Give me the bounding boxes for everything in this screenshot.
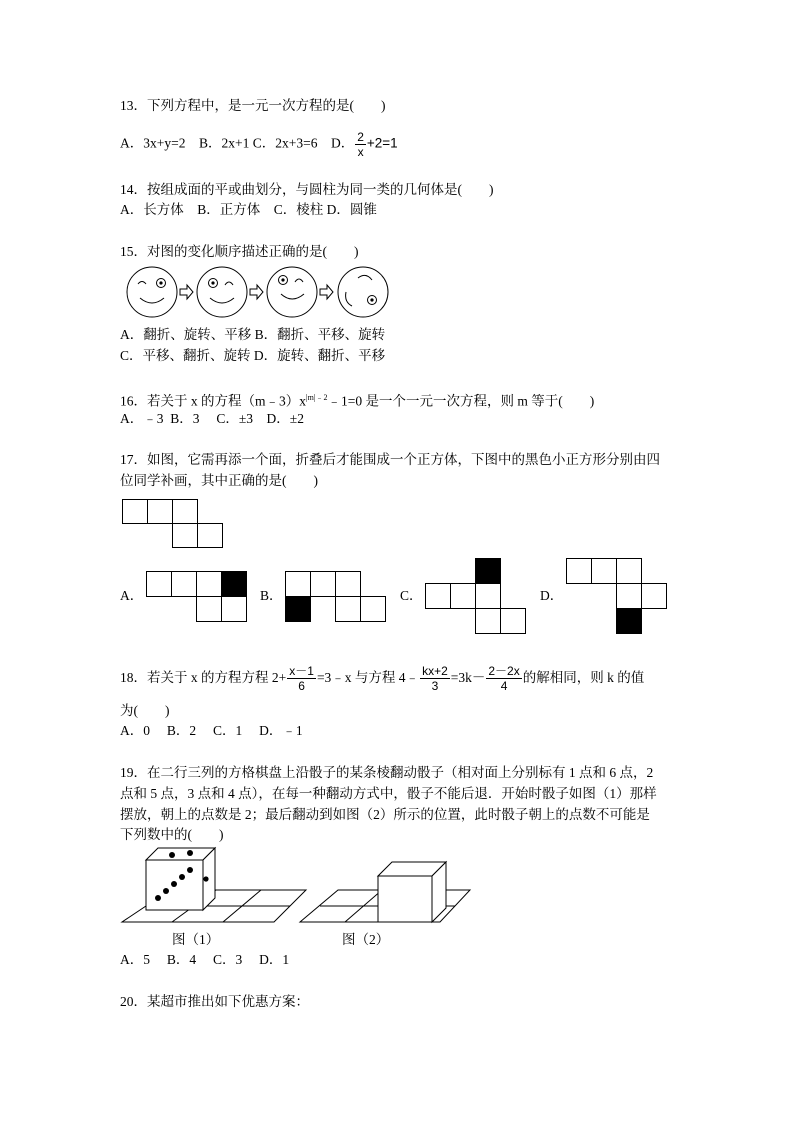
face-2 bbox=[197, 267, 247, 317]
q17-label-b: B． bbox=[260, 588, 283, 603]
q17-option-a-net bbox=[146, 571, 248, 623]
die-icon bbox=[378, 862, 446, 922]
face-4 bbox=[338, 267, 388, 317]
face-1 bbox=[127, 267, 177, 317]
q19-stem-line2: 点和 5 点，3 点和 4 点），在每一种翻动方式中，骰子不能后退．开始时骰子如图（1）那样 bbox=[120, 786, 657, 801]
q17-stem-line1: 17．如图，它需再添一个面，折叠后才能围成一个正方体，下图中的黑色小正方形分别由四 bbox=[120, 452, 660, 467]
q18-fraction-3: $\frac{2-2x}{4}$ bbox=[488, 664, 520, 694]
q16-options: A．﹣3 B．3 C．±3 D．±2 bbox=[120, 411, 304, 426]
q17-option-b-net bbox=[285, 571, 387, 623]
q19-options: A．5 B．4 C．3 D．1 bbox=[120, 952, 290, 967]
q15-faces-figure bbox=[120, 266, 395, 321]
q16-stem: 16．若关于 x 的方程$(m﹣3)x^{|m|﹣2}﹣1=0$ 是一个一元一次方程，则 m 等于( ) bbox=[120, 393, 595, 409]
q19-caption-2: 图（2） bbox=[342, 932, 390, 947]
q19-stem-line3: 摆放，朝上的点数是 2；最后翻动到如图（2）所示的位置，此时骰子朝上的点数不可能是 bbox=[120, 807, 650, 822]
q19-figure-1-dice-board bbox=[122, 846, 308, 926]
q15-options-line1: A．翻折、旋转、平移 B．翻折、平移、旋转 bbox=[120, 327, 386, 342]
q18-stem-line1: 18．若关于 x 的方程方程 2+ $\frac{x-1}{6}$ =3﹣x 与方程 4﹣ $\frac{kx+2}{3}$ =3k－ $\frac{2-2x}{4}$ 的解相同，则 k 的值 bbox=[120, 664, 645, 694]
die-icon bbox=[146, 848, 215, 910]
q19-caption-1: 图（1） bbox=[172, 932, 220, 947]
q15-stem: 15．对图的变化顺序描述正确的是( ) bbox=[120, 244, 359, 259]
q17-label-d: D． bbox=[540, 588, 564, 603]
q19-stem-line1: 19．在二行三列的方格棋盘上沿骰子的某条棱翻动骰子（相对面上分别标有 1 点和 6 点，2 bbox=[120, 765, 654, 780]
arrow-icon bbox=[180, 285, 193, 299]
q13-options: A．3x+y=2 B．2x+1 C．2x+3=6 D． $\frac{2}{x}$ +2=1 bbox=[120, 130, 398, 159]
arrow-icon bbox=[320, 285, 333, 299]
q17-base-net bbox=[122, 499, 224, 549]
q18-stem-line2: 为( ) bbox=[120, 703, 170, 718]
q18-fraction-2: $\frac{kx+2}{3}$ bbox=[422, 664, 448, 694]
q14-stem: 14．按组成面的平或曲划分，与圆柱为同一类的几何体是( ) bbox=[120, 182, 494, 197]
q19-figure-2-dice-board bbox=[300, 856, 472, 926]
face-3 bbox=[267, 267, 317, 317]
q18-options: A．0 B．2 C．1 D．﹣1 bbox=[120, 723, 303, 738]
q15-options-line2: C．平移、翻折、旋转 D．旋转、翻折、平移 bbox=[120, 348, 386, 363]
q17-option-d-net bbox=[566, 558, 668, 635]
q17-label-a: A． bbox=[120, 588, 144, 603]
q17-stem-line2: 位同学补画，其中正确的是( ) bbox=[120, 473, 318, 488]
q19-stem-line4: 下列数中的( ) bbox=[120, 827, 224, 842]
q13-fraction: $\frac{2}{x}$ bbox=[357, 130, 364, 159]
q17-label-c: C． bbox=[400, 588, 423, 603]
q14-options: A．长方体 B．正方体 C．棱柱 D．圆锥 bbox=[120, 202, 377, 217]
arrow-icon bbox=[250, 285, 263, 299]
q17-option-c-net bbox=[425, 558, 527, 635]
q13-stem: 13．下列方程中，是一元一次方程的是( ) bbox=[120, 98, 386, 113]
q18-fraction-1: $\frac{x-1}{6}$ bbox=[289, 664, 314, 694]
q20-stem: 20．某超市推出如下优惠方案： bbox=[120, 994, 309, 1009]
